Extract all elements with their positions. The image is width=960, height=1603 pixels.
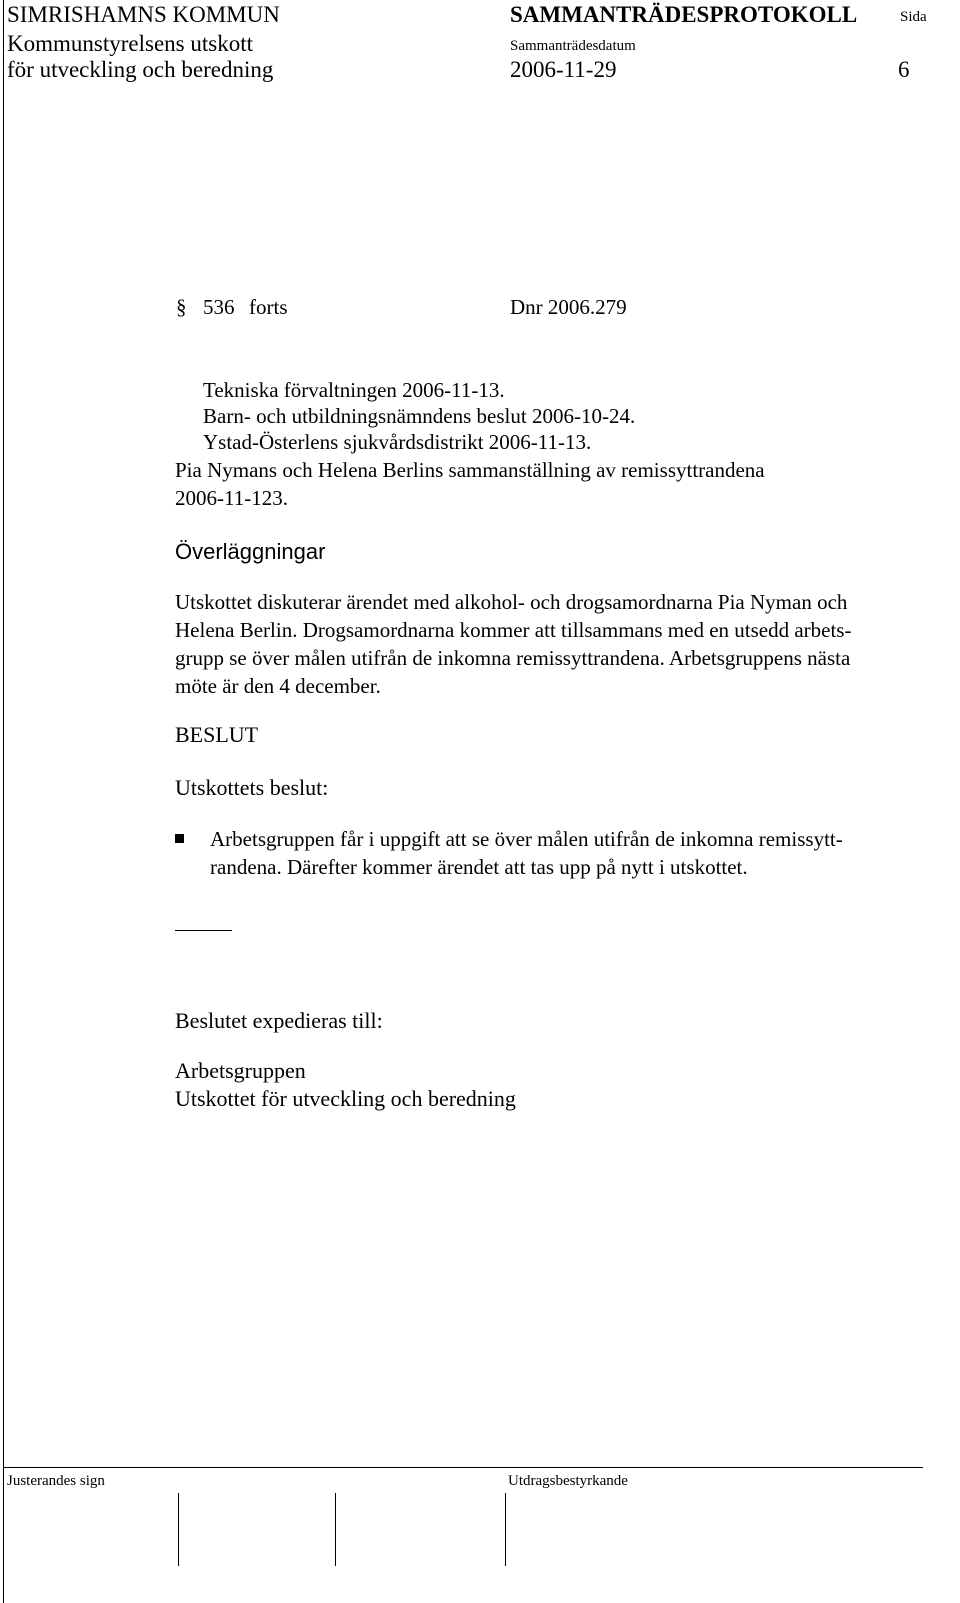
deliberation-text-line: grupp se över målen utifrån de inkomna remissyttrandena. Arbetsgruppens nästa [175, 646, 851, 670]
signature-box-divider [178, 1493, 179, 1566]
page-left-border [3, 0, 4, 1603]
page-number: 6 [898, 57, 910, 82]
deliberation-heading: Överläggningar [175, 539, 326, 564]
decision-intro: Utskottets beslut: [175, 775, 329, 800]
justering-label: Justerandes sign [7, 1473, 105, 1489]
reference-line: Ystad-Österlens sjukvårdsdistrikt 2006-11-13. [203, 430, 592, 454]
document-type: SAMMANTRÄDESPROTOKOLL [510, 2, 858, 27]
page-label: Sida [900, 9, 927, 25]
footer-divider [3, 1467, 923, 1468]
decision-bullet-line: randena. Därefter kommer ärendet att tas upp på nytt i utskottet. [210, 855, 748, 879]
municipality-name: SIMRISHAMNS KOMMUN [7, 2, 280, 27]
dispatch-recipient: Utskottet för utveckling och beredning [175, 1086, 516, 1111]
decision-heading: BESLUT [175, 722, 259, 747]
reference-line: Pia Nymans och Helena Berlins sammanställning av remissyttrandena [175, 458, 765, 482]
paragraph-symbol: § [176, 295, 187, 319]
square-bullet-icon [175, 834, 184, 843]
utdrag-label: Utdragsbestyrkande [508, 1473, 628, 1489]
signature-box-divider [505, 1493, 506, 1566]
section-number: 536 [203, 295, 235, 319]
reference-line: 2006-11-123. [175, 486, 288, 510]
dispatch-recipient: Arbetsgruppen [175, 1058, 306, 1083]
signature-box-divider [335, 1493, 336, 1566]
reference-line: Tekniska förvaltningen 2006-11-13. [203, 378, 505, 402]
deliberation-text-line: Utskottet diskuterar ärendet med alkohol- och drogsamordnarna Pia Nyman och [175, 590, 848, 614]
meeting-date: 2006-11-29 [510, 57, 617, 82]
section-continued: forts [249, 295, 288, 319]
deliberation-text-line: Helena Berlin. Drogsamordnarna kommer att tillsammans med en utsedd arbets- [175, 618, 852, 642]
reference-line: Barn- och utbildningsnämndens beslut 2006-10-24. [203, 404, 636, 428]
decision-bullet-line: Arbetsgruppen får i uppgift att se över målen utifrån de inkomna remissytt- [210, 827, 843, 851]
committee-name-line1: Kommunstyrelsens utskott [7, 31, 253, 56]
section-end-rule [175, 930, 232, 931]
committee-name-line2: för utveckling och beredning [7, 57, 274, 82]
dispatch-heading: Beslutet expedieras till: [175, 1008, 383, 1033]
diary-number: Dnr 2006.279 [510, 295, 627, 319]
date-label: Sammanträdesdatum [510, 38, 636, 54]
deliberation-text-line: möte är den 4 december. [175, 674, 381, 698]
